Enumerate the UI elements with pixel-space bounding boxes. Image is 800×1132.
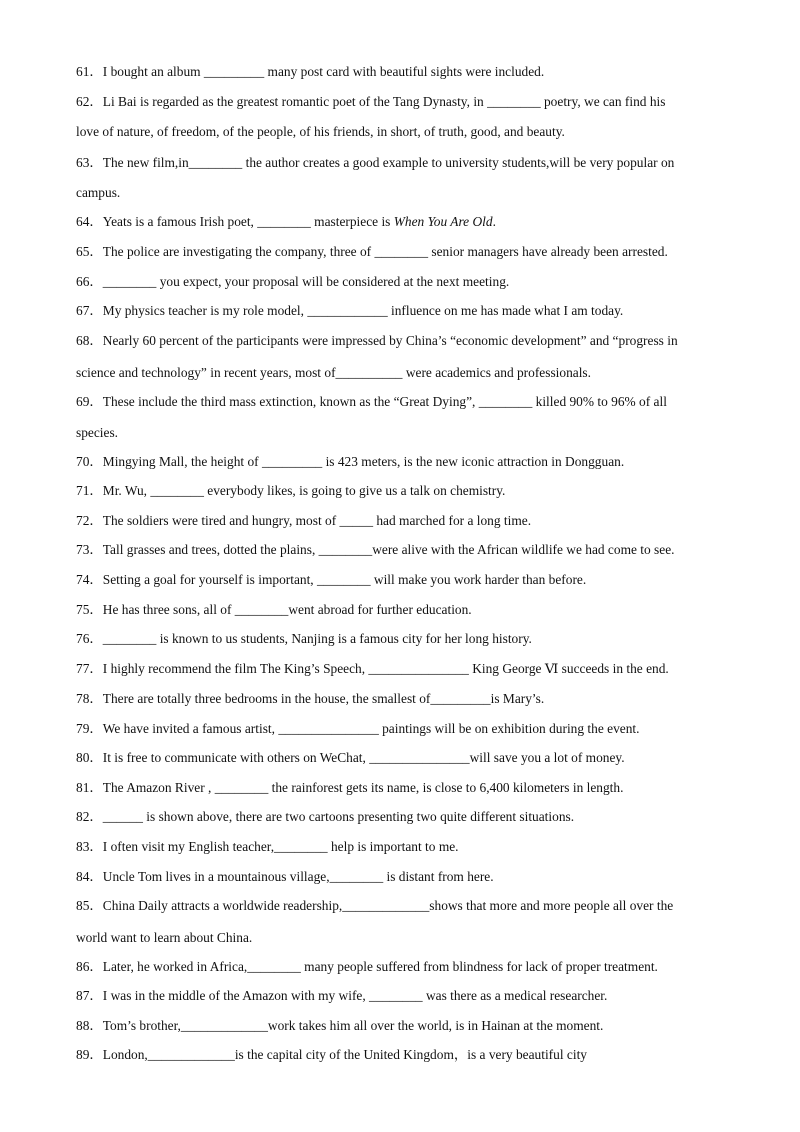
question-text: I bought an album _________ many post card with beautiful sights were included.: [102, 64, 545, 79]
question-text: science and technology” in recent years, most of__________ were academics and professionals.: [76, 365, 591, 380]
question-89: [76, 1047, 756, 1063]
question-78: [76, 691, 756, 707]
question-text: Tom’s brother,_____________work takes him all over the world, is in Hainan at the moment.: [102, 1018, 604, 1033]
question-73: [76, 542, 756, 558]
question-62: [76, 94, 756, 110]
question-number: 85．: [76, 898, 103, 913]
question-text: Nearly 60 percent of the participants were impressed by China’s “economic development” and “progress in: [102, 333, 678, 348]
question-text: campus.: [76, 185, 121, 200]
question-text: London,_____________is the capital city of the United Kingdom，is a very beautiful city: [102, 1047, 587, 1062]
question-text: I was in the middle of the Amazon with my wife, ________ was there as a medical researcher.: [102, 988, 608, 1003]
question-63-continued: [76, 185, 756, 201]
question-65: [76, 244, 756, 260]
question-80: [76, 750, 756, 766]
question-text: Li Bai is regarded as the greatest romantic poet of the Tang Dynasty, in ________ poetry, we can find his: [102, 94, 666, 109]
question-text: He has three sons, all of ________went abroad for further education.: [102, 602, 472, 617]
question-number: 84．: [76, 869, 103, 884]
question-text: The police are investigating the company, three of ________ senior managers have already been arrested.: [102, 244, 668, 259]
question-number: 70．: [76, 454, 103, 469]
question-82: [76, 809, 756, 825]
poem-title: When You Are Old: [393, 214, 493, 229]
question-68-continued: [76, 365, 756, 381]
question-64: [76, 214, 756, 230]
question-85: [76, 898, 756, 914]
question-text: The new film,in________ the author creates a good example to university students,will be very popular on: [102, 155, 675, 170]
question-62-continued: [76, 124, 756, 140]
question-number: 87．: [76, 988, 103, 1003]
question-69-continued: [76, 425, 756, 441]
question-text: I highly recommend the film The King’s Speech, _______________ King George Ⅵ succeeds in the end.: [102, 661, 669, 676]
question-text: Mingying Mall, the height of _________ is 423 meters, is the new iconic attraction in Dongguan.: [102, 454, 625, 469]
question-number: 78．: [76, 691, 103, 706]
question-text: ________ you expect, your proposal will be considered at the next meeting.: [102, 274, 510, 289]
question-number: 82．: [76, 809, 103, 824]
question-text: I often visit my English teacher,________ help is important to me.: [102, 839, 459, 854]
question-number: 72．: [76, 513, 103, 528]
question-number: 75．: [76, 602, 103, 617]
question-text: Tall grasses and trees, dotted the plains, ________were alive with the African wildlife we had come to see.: [102, 542, 675, 557]
question-66: [76, 274, 756, 290]
question-71: [76, 483, 756, 499]
question-83: [76, 839, 756, 855]
question-86: [76, 959, 756, 975]
question-text: It is free to communicate with others on WeChat, _______________will save you a lot of money.: [102, 750, 625, 765]
question-text: Yeats is a famous Irish poet, ________ masterpiece is: [102, 214, 394, 229]
question-text: These include the third mass extinction, known as the “Great Dying”, ________ killed 90% to 96% of all: [102, 394, 667, 409]
question-number: 68．: [76, 333, 103, 348]
question-88: [76, 1018, 756, 1034]
question-72: [76, 513, 756, 529]
question-text: ________ is known to us students, Nanjing is a famous city for her long history.: [102, 631, 532, 646]
question-number: 80．: [76, 750, 103, 765]
question-number: 88．: [76, 1018, 103, 1033]
question-69: [76, 394, 756, 410]
question-text: Later, he worked in Africa,________ many people suffered from blindness for lack of proper treatment.: [102, 959, 658, 974]
question-number: 76．: [76, 631, 103, 646]
question-number: 65．: [76, 244, 103, 259]
question-number: 89．: [76, 1047, 103, 1062]
question-number: 67．: [76, 303, 103, 318]
question-63: [76, 155, 756, 171]
sentence-end: .: [492, 214, 496, 229]
question-number: 66．: [76, 274, 103, 289]
question-number: 79．: [76, 721, 103, 736]
question-number: 62．: [76, 94, 103, 109]
question-text: Uncle Tom lives in a mountainous village,________ is distant from here.: [102, 869, 494, 884]
question-61: [76, 64, 756, 80]
question-number: 69．: [76, 394, 103, 409]
question-67: [76, 303, 756, 319]
question-text: The Amazon River , ________ the rainforest gets its name, is close to 6,400 kilometers in length.: [102, 780, 624, 795]
question-85-continued: [76, 930, 756, 946]
question-number: 77．: [76, 661, 103, 676]
question-number: 71．: [76, 483, 103, 498]
question-number: 63．: [76, 155, 103, 170]
question-87: [76, 988, 756, 1004]
question-text: Setting a goal for yourself is important, ________ will make you work harder than before.: [102, 572, 587, 587]
question-76: [76, 631, 756, 647]
question-text: species.: [76, 425, 119, 440]
question-84: [76, 869, 756, 885]
question-number: 86．: [76, 959, 103, 974]
question-75: [76, 602, 756, 618]
question-number: 83．: [76, 839, 103, 854]
question-text: love of nature, of freedom, of the people, of his friends, in short, of truth, good, and beauty.: [76, 124, 565, 139]
question-77: [76, 661, 756, 677]
question-number: 61．: [76, 64, 103, 79]
question-text: The soldiers were tired and hungry, most of _____ had marched for a long time.: [102, 513, 532, 528]
question-81: [76, 780, 756, 796]
question-79: [76, 721, 756, 737]
question-number: 81．: [76, 780, 103, 795]
question-68: [76, 333, 756, 349]
question-number: 64．: [76, 214, 103, 229]
question-74: [76, 572, 756, 588]
question-text: There are totally three bedrooms in the house, the smallest of_________is Mary’s.: [102, 691, 545, 706]
question-text: My physics teacher is my role model, ____________ influence on me has made what I am today.: [102, 303, 624, 318]
question-text: China Daily attracts a worldwide readership,_____________shows that more and more people all over the: [102, 898, 674, 913]
question-number: 73．: [76, 542, 103, 557]
question-70: [76, 454, 756, 470]
question-number: 74．: [76, 572, 103, 587]
question-text: world want to learn about China.: [76, 930, 253, 945]
question-text: ______ is shown above, there are two cartoons presenting two quite different situations.: [102, 809, 575, 824]
question-text: Mr. Wu, ________ everybody likes, is going to give us a talk on chemistry.: [102, 483, 506, 498]
question-text: We have invited a famous artist, _______________ paintings will be on exhibition during the event.: [102, 721, 640, 736]
